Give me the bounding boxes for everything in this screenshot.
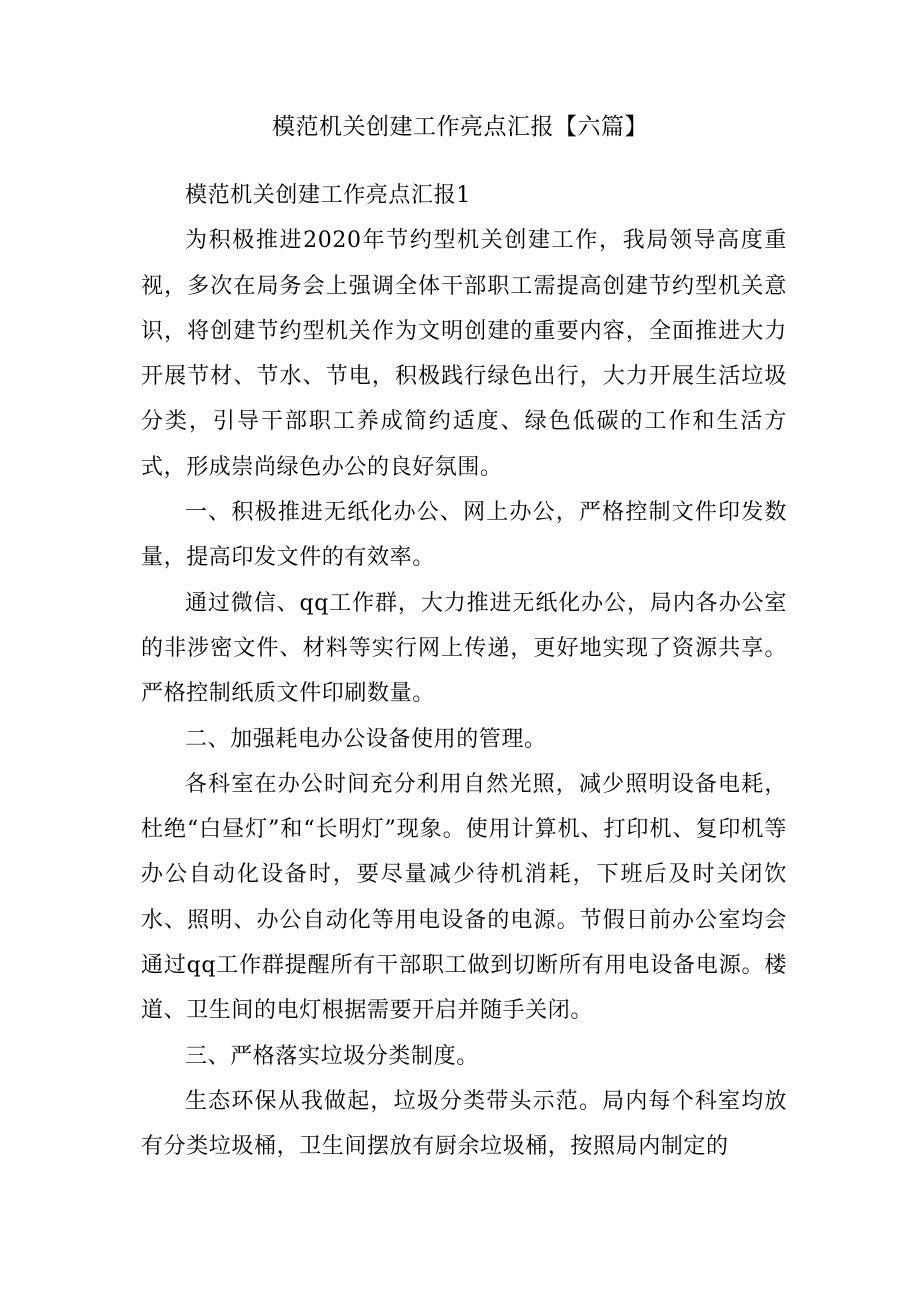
paragraph-2: 各科室在办公时间充分利用自然光照，减少照明设备电耗，杜绝“白昼灯”和“长明灯”现象。使用计算机、打印机、复印机等办公自动化设备时，要尽量减少待机消耗，下班后及时关闭饮水、照明、办公自动化等用电设备的电源。节假日前办公室均会通过qq工作群提醒所有干部职工做到切断所有用电设备电源。楼道、卫生间的电灯根据需要开启并随手关闭。 [141,771,787,1024]
paragraph-3: 生态环保从我做起，垃圾分类带头示范。局内每个科室均放有分类垃圾桶，卫生间摆放有厨余垃圾桶，按照局内制定的 [141,1088,787,1160]
section-heading-3: 三、严格落实垃圾分类制度。 [185,1043,479,1069]
section-heading-2: 二、加强耗电办公设备使用的管理。 [185,726,547,752]
document-title: 模范机关创建工作亮点汇报【六篇】 [272,114,648,140]
document-body [141,173,787,1170]
section-heading: 模范机关创建工作亮点汇报1 [185,183,471,208]
paragraph-1: 通过微信、qq工作群，大力推进无纸化办公，局内各办公室的非涉密文件、材料等实行网上传递，更好地实现了资源共享。严格控制纸质文件印刷数量。 [141,590,787,707]
paragraph-intro: 为积极推进2020年节约型机关创建工作，我局领导高度重视，多次在局务会上强调全体干部职工需提高创建节约型机关意识，将创建节约型机关作为文明创建的重要内容，全面推进大力开展节材、节水、节电，积极践行绿色出行，大力开展生活垃圾分类，引导干部职工养成简约适度、绿色低碳的工作和生活方式，形成崇尚绿色办公的良好氛围。 [141,228,787,480]
section-heading-1: 一、积极推进无纸化办公、网上办公，严格控制文件印发数量，提高印发文件的有效率。 [141,500,787,571]
